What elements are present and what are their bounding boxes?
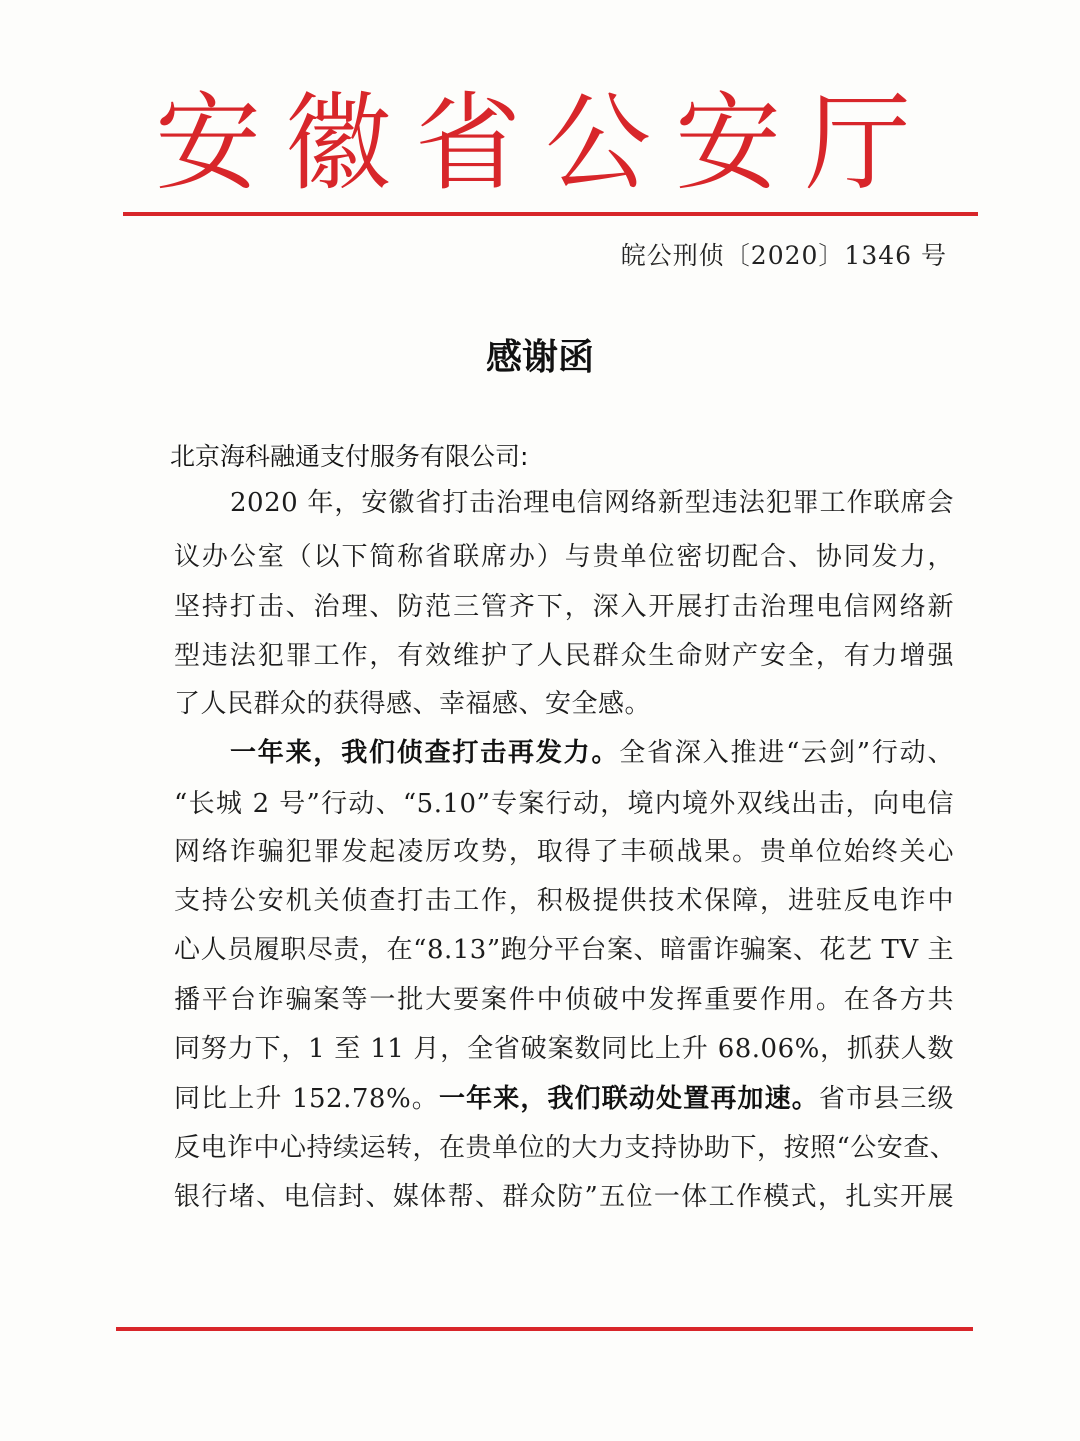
body-line: 型违法犯罪工作，有效维护了人民群众生命财产安全，有力增强 — [174, 641, 954, 671]
body-line: 议办公室（以下简称省联席办）与贵单位密切配合、协同发力， — [174, 542, 954, 572]
masthead-red-rule — [123, 212, 978, 216]
body-line — [174, 1079, 954, 1119]
body-line: 银行堵、电信封、媒体帮、群众防”五位一体工作模式，扎实开展 — [174, 1182, 954, 1212]
body-text: 全省深入推进“云剑”行动、 — [619, 738, 954, 768]
body-line: “长城 2 号”行动、“5.10”专案行动，境内境外双线出击，向电信 — [174, 789, 954, 819]
body-line: 了人民群众的获得感、幸福感、安全感。 — [174, 689, 652, 719]
body-text: 省市县三级 — [818, 1084, 954, 1114]
body-line — [230, 733, 954, 773]
body-line: 播平台诈骗案等一批大要案件中侦破中发挥重要作用。在各方共 — [174, 985, 954, 1015]
masthead-org-name: 安徽省公安厅 — [155, 82, 935, 205]
body-text: 同比上升 152.78%。 — [174, 1084, 439, 1114]
footer-red-rule — [116, 1327, 973, 1331]
body-line: 同努力下，1 至 11 月，全省破案数同比上升 68.06%，抓获人数 — [174, 1034, 954, 1064]
document-number: 皖公刑侦〔2020〕1346 号 — [620, 241, 947, 270]
body-line: 反电诈中心持续运转，在贵单位的大力支持协助下，按照“公安查、 — [174, 1133, 957, 1163]
bold-heading-phrase: 一年来，我们联动处置再加速。 — [438, 1084, 819, 1114]
body-line: 网络诈骗犯罪发起凌厉攻势，取得了丰硕战果。贵单位始终关心 — [174, 837, 954, 867]
body-line: 2020 年，安徽省打击治理电信网络新型违法犯罪工作联席会 — [230, 488, 954, 518]
bold-heading-phrase: 一年来，我们侦查打击再发力。 — [230, 738, 620, 768]
page-title: 感谢函 — [485, 336, 594, 378]
body-line: 心人员履职尽责，在“8.13”跑分平台案、暗雷诈骗案、花艺 TV 主 — [174, 935, 954, 965]
body-line: 坚持打击、治理、防范三管齐下，深入开展打击治理电信网络新 — [174, 592, 954, 622]
body-line: 支持公安机关侦查打击工作，积极提供技术保障，进驻反电诈中 — [174, 886, 954, 916]
recipient-salutation: 北京海科融通支付服务有限公司: — [170, 442, 529, 471]
